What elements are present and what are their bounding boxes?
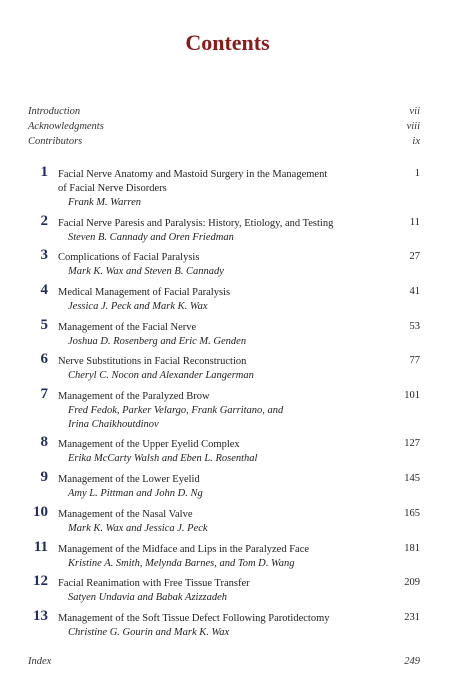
- chapter-title: Nerve Substitutions in Facial Reconstruction: [58, 356, 247, 367]
- chapter-page: 101: [404, 390, 420, 401]
- chapter-number: 8: [40, 434, 48, 450]
- chapter-page: 53: [409, 321, 420, 332]
- page-title: Contents: [185, 30, 270, 55]
- index-page: 249: [404, 656, 420, 667]
- chapter-authors: Fred Fedok, Parker Velargo, Frank Garritano, and: [68, 405, 284, 416]
- chapter-number: 12: [33, 573, 48, 589]
- chapter-page: 181: [404, 543, 420, 554]
- chapter-number: 2: [40, 213, 48, 229]
- front-matter-label: Contributors: [28, 136, 83, 147]
- front-matter-page: vii: [409, 106, 420, 117]
- chapter-number: 4: [40, 282, 48, 298]
- chapter-number: 3: [40, 247, 48, 263]
- chapter-authors: Cheryl C. Nocon and Alexander Langerman: [68, 370, 254, 381]
- front-matter-contributors[interactable]: [28, 136, 420, 147]
- chapter-page: 145: [404, 473, 420, 484]
- index-label: Index: [28, 656, 52, 667]
- chapter-page: 11: [409, 217, 420, 228]
- chapter-authors: Satyen Undavia and Babak Azizzadeh: [68, 592, 228, 603]
- chapter-page: 127: [404, 438, 420, 449]
- chapter-number: 13: [33, 608, 48, 624]
- chapter-page: 77: [409, 355, 420, 366]
- chapter-title: Medical Management of Facial Paralysis: [58, 287, 231, 298]
- chapter-authors-continued: Irina Chaikhoutdinov: [68, 419, 159, 430]
- chapter-title: Management of the Midface and Lips in the Paralyzed Face: [58, 544, 310, 555]
- chapter-authors: Jessica J. Peck and Mark K. Wax: [68, 301, 208, 312]
- front-matter-page: ix: [412, 136, 420, 147]
- chapter-page: 27: [409, 251, 420, 262]
- chapter-authors: Mark K. Wax and Jessica J. Peck: [68, 523, 208, 534]
- chapter-page: 209: [404, 577, 420, 588]
- chapter-title: Facial Nerve Paresis and Paralysis: History, Etiology, and Testing: [58, 218, 334, 229]
- chapter-title: Management of the Soft Tissue Defect Following Parotidectomy: [58, 613, 330, 624]
- chapter-title-continued: of Facial Nerve Disorders: [58, 183, 167, 194]
- chapter-authors: Steven B. Cannady and Oren Friedman: [68, 232, 234, 243]
- chapter-number: 10: [33, 504, 48, 520]
- chapter-number: 9: [40, 469, 48, 485]
- chapter-number: 7: [40, 386, 48, 402]
- chapter-number: 6: [40, 351, 48, 367]
- chapter-title: Facial Nerve Anatomy and Mastoid Surgery in the Management: [58, 169, 328, 180]
- chapter-authors: Kristine A. Smith, Melynda Barnes, and Tom D. Wang: [68, 558, 295, 569]
- chapter-title: Management of the Paralyzed Brow: [58, 391, 210, 402]
- chapter-title: Management of the Lower Eyelid: [58, 474, 200, 485]
- front-matter-label: Acknowledgments: [28, 121, 104, 132]
- chapter-title: Management of the Facial Nerve: [58, 322, 197, 333]
- chapter-title: Management of the Nasal Valve: [58, 509, 193, 520]
- chapter-authors: Amy L. Pittman and John D. Ng: [68, 488, 203, 499]
- front-matter-page: viii: [406, 121, 420, 132]
- chapter-authors: Frank M. Warren: [68, 197, 142, 208]
- chapter-page: 165: [404, 508, 420, 519]
- chapter-number: 11: [33, 539, 48, 555]
- chapter-page: 41: [409, 286, 420, 297]
- chapter-number: 1: [40, 164, 48, 180]
- chapter-page: 1: [414, 168, 420, 179]
- chapter-number: 5: [40, 317, 48, 333]
- chapter-authors: Christine G. Gourin and Mark K. Wax: [68, 627, 230, 638]
- front-matter-introduction[interactable]: [28, 106, 420, 117]
- chapter-authors: Erika McCarty Walsh and Eben L. Rosenthal: [68, 453, 258, 464]
- chapter-authors: Mark K. Wax and Steven B. Cannady: [68, 266, 224, 277]
- chapter-title: Facial Reanimation with Free Tissue Transfer: [58, 578, 250, 589]
- front-matter-label: Introduction: [28, 106, 81, 117]
- chapter-title: Complications of Facial Paralysis: [58, 252, 200, 263]
- front-matter-acknowledgments[interactable]: [28, 121, 420, 132]
- chapter-page: 231: [404, 612, 420, 623]
- chapter-title: Management of the Upper Eyelid Complex: [58, 439, 240, 450]
- index-entry[interactable]: [28, 656, 420, 667]
- chapter-authors: Joshua D. Rosenberg and Eric M. Genden: [68, 336, 247, 347]
